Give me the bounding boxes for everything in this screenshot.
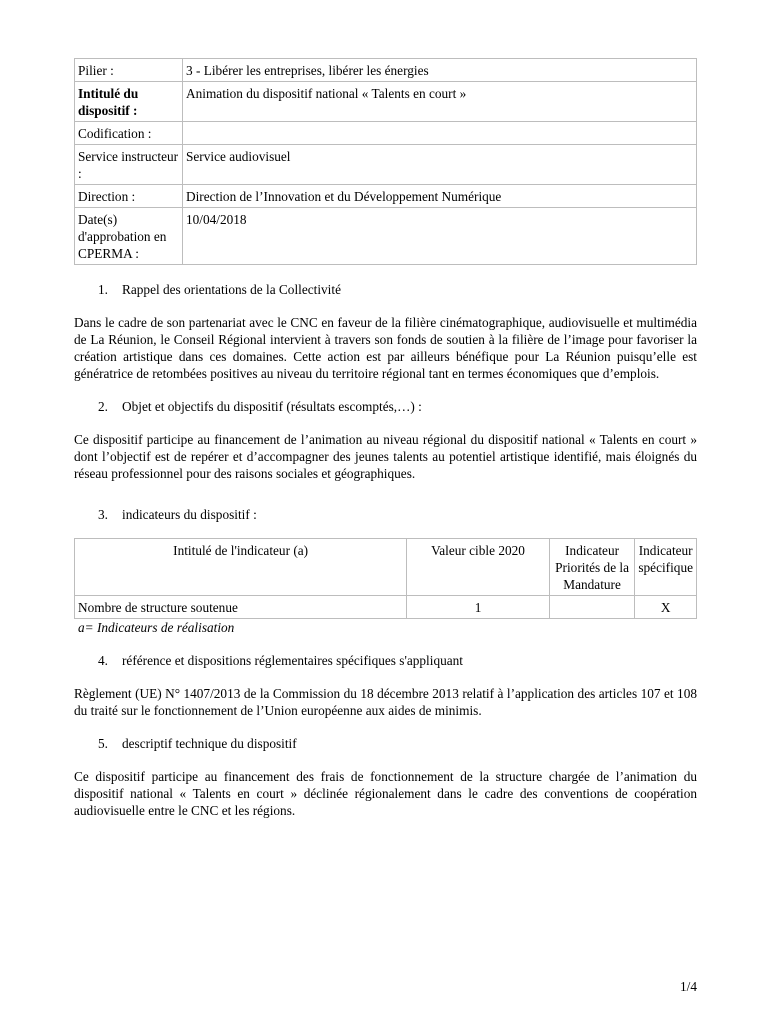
codification-label: Codification : — [75, 122, 183, 145]
section-5-text: Ce dispositif participe au financement des frais de fonctionnement de la structure chargée de l’animation du dispositif national « Talents en court » déclinée régionalement dans le cadre des conventions de coopération audiovisuelle entre le CNC et les régions. — [74, 769, 697, 818]
direction-label: Direction : — [75, 185, 183, 208]
intitule-label: Intitulé du dispositif : — [75, 82, 183, 122]
section-2-text: Ce dispositif participe au financement de l’animation au niveau régional du dispositif national « Talents en court » dont l’objectif est de repérer et d’accompagner des jeunes talents au potentiel artistique identifié, mais éloignés du réseau professionnel pour des raisons sociales et géographiques. — [74, 432, 697, 481]
section-1-text: Dans le cadre de son partenariat avec le CNC en faveur de la filière cinématographique, audiovisuelle et multimédia de La Réunion, le Conseil Régional intervient à travers son fonds de soutien à la filière de l’image pour favoriser la création artistique dans ces domaines. Cette action est par ailleurs bénéfique pour La Réunion puisqu’elle est génératrice de retombées positives au niveau du territoire régional tant en termes économiques que d’emplois. — [74, 315, 697, 381]
header-priorites: Indicateur Priorités de la Mandature — [549, 539, 635, 596]
pilier-label: Pilier : — [75, 59, 183, 82]
section-3-heading: 3. indicateurs du dispositif : — [98, 507, 257, 522]
table-row — [75, 596, 697, 619]
section-4-heading: 4. référence et dispositions réglementaires spécifiques s'appliquant — [98, 653, 463, 668]
table-note: a= Indicateurs de réalisation — [78, 620, 235, 635]
section-1-heading: 1. Rappel des orientations de la Collectivité — [98, 282, 341, 297]
table-row — [75, 82, 697, 122]
service-label: Service instructeur : — [75, 145, 183, 185]
table-row — [75, 208, 697, 265]
service-value: Service audiovisuel — [183, 145, 697, 185]
section-5-heading: 5. descriptif technique du dispositif — [98, 736, 297, 751]
table-row — [75, 122, 697, 145]
header-valeur: Valeur cible 2020 — [407, 539, 550, 596]
page-number: 1/4 — [680, 979, 697, 994]
table-row — [75, 59, 697, 82]
direction-value: Direction de l’Innovation et du Développement Numérique — [183, 185, 697, 208]
header-specifique: Indicateur spécifique — [635, 539, 697, 596]
cell-specifique: X — [635, 596, 697, 619]
cell-indicateur: Nombre de structure soutenue — [75, 596, 407, 619]
date-label: Date(s) d'approbation en CPERMA : — [75, 208, 183, 265]
section-2-heading: 2. Objet et objectifs du dispositif (résultats escomptés,…) : — [98, 399, 422, 414]
date-value: 10/04/2018 — [183, 208, 697, 265]
document-page — [74, 58, 697, 819]
cell-priorites — [549, 596, 635, 619]
table-row — [75, 185, 697, 208]
table-header-row — [75, 539, 697, 596]
info-table — [74, 58, 697, 265]
codification-value — [183, 122, 697, 145]
intitule-value: Animation du dispositif national « Talents en court » — [183, 82, 697, 122]
section-4-text: Règlement (UE) N° 1407/2013 de la Commission du 18 décembre 2013 relatif à l’application des articles 107 et 108 du traité sur le fonctionnement de l’Union européenne aux aides de minimis. — [74, 686, 697, 718]
indicator-table — [74, 538, 697, 619]
cell-valeur: 1 — [407, 596, 550, 619]
pilier-value: 3 - Libérer les entreprises, libérer les énergies — [183, 59, 697, 82]
table-row — [75, 145, 697, 185]
header-intitule: Intitulé de l'indicateur (a) — [75, 539, 407, 596]
